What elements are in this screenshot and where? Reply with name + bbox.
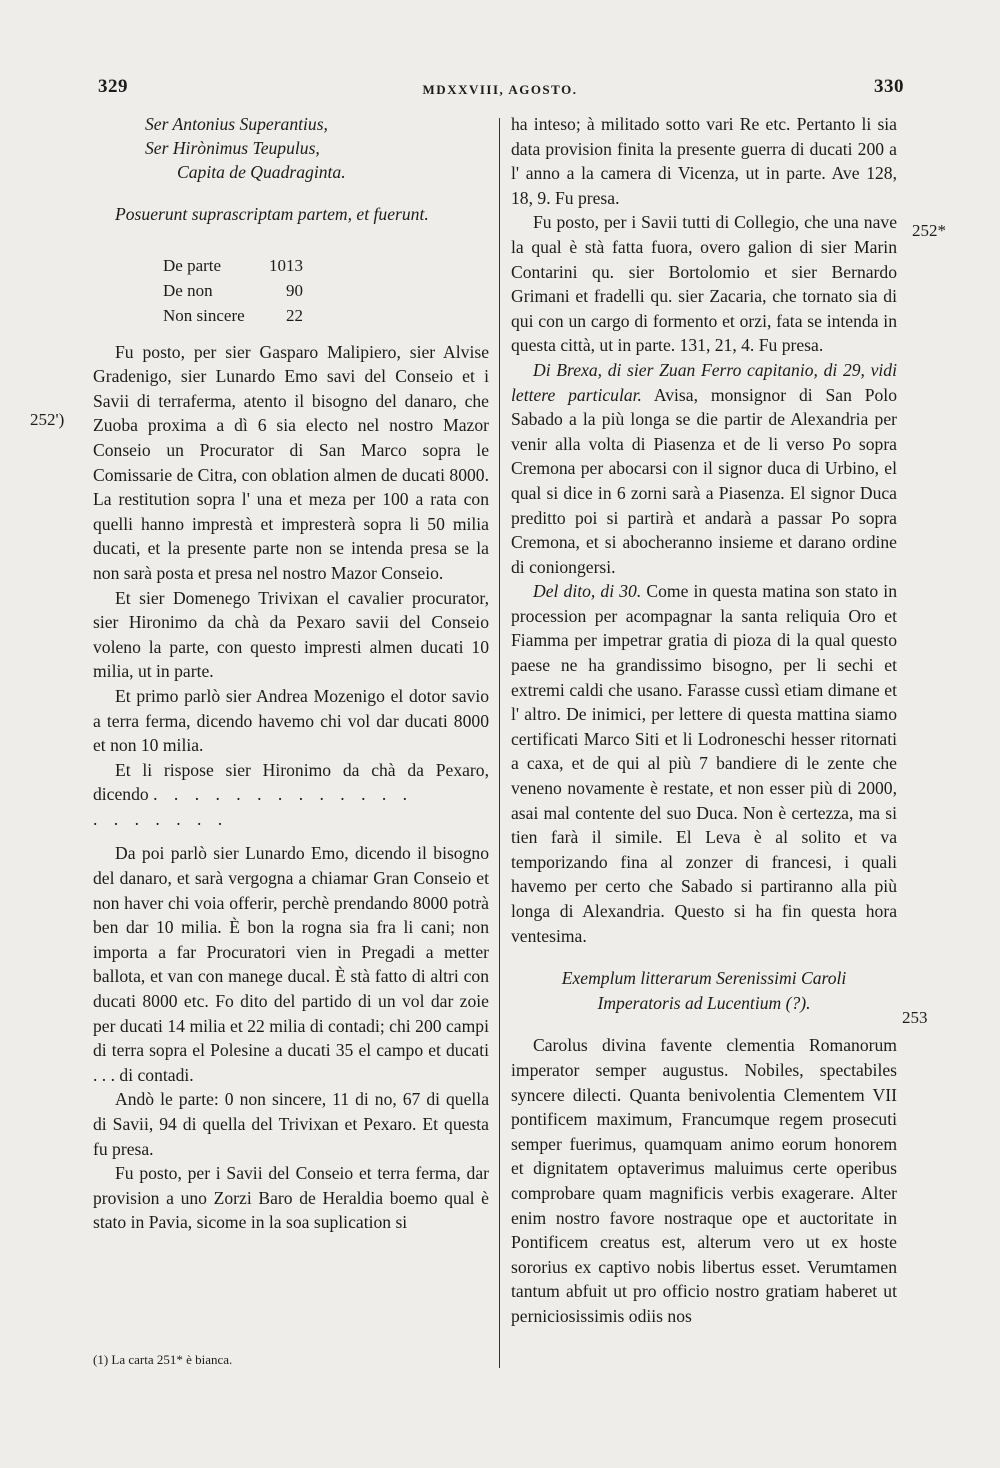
vote-table (163, 253, 489, 328)
margin-note-253: 253 (902, 1008, 928, 1027)
vote-row: De non 90 (163, 280, 303, 300)
signatory: Ser Antonius Superantius, (145, 114, 328, 134)
paragraph: Carolus divina favente clementia Romanorum imperator semper augustus. Nobiles, spectabiles syncere dilecti. Quanta benivolentia Clementem VII pontificem maximum, Francumque regem prosecuti semper fuerimus, quamquam animo eorum honorem et dignitatem optaverimus maluimus certe operibus comprobare quam magnificis verbis exagerare. Alter enim nostro favore nostraque ope et auctoritate in Pontificem creatus est, alterum vero ut ex hoste sororius ex captivo nobis libertus esset. Verumtamen tantum abfuit ut pro officio nostro gratiam haberet ut perniciosissimis odiis nos (511, 1035, 897, 1326)
margin-note-252-right: 252* (912, 221, 946, 240)
signatory: Ser Hirònimus Teupulus, (145, 138, 320, 158)
signatories (93, 112, 489, 184)
posuerunt-line: Posuerunt suprascriptam partem, et fuerunt. (115, 204, 429, 224)
footnote: (1) La carta 251* è bianca. (93, 1352, 233, 1367)
right-column (511, 112, 897, 1329)
paragraph: Fu posto, per i Savii del Conseio et terra ferma, dar provision a uno Zorzi Baro de Heraldia boemo qual è stato in Pavia, sicome in la soa suplication si (93, 1163, 489, 1233)
paragraph: Fu posto, per i Savii tutti di Collegio, che una nave la qual è stà fatta fuora, overo galion di sier Marin Contarini qu. sier Bortolomio et sier Bernardo Grimani et fradelli qu. sier Zacaria, che tornato sia di qui con un cargo di formento et orzi, fata se intenda in questa città, ut in parte. 131, 21, 4. Fu presa. (511, 212, 897, 356)
paragraph: Fu posto, per sier Gasparo Malipiero, sier Alvise Gradenigo, sier Lunardo Emo savi del Conseio et i Savii di terraferma, atento il bisogno del danaro, che Zuoba proxima a dì 6 sia electo nel nostro Mazor Conseio un Procurator di San Marco sopra le Comissarie de Citra, con oblation almen de ducati 8000. La restitution sopra l' una et meza per 100 a rata con quelli hanno imprestà et impresterà sopra li 50 milia ducati, et la presente parte non se intenda presa se la non sarà posta et presa nel nostro Mazor Conseio. (93, 341, 489, 583)
omission-dots: . . . . . . . (93, 808, 229, 829)
left-page-number: 329 (98, 76, 128, 97)
omission-dots: . . . . . . . . . . . . . (153, 784, 414, 805)
paragraph: Di Brexa, di sier Zuan Ferro capitanio, di 29, vidi lettere particular. Avisa, monsignor di San Polo Sabado a la più longa se die partir de Alexandria per venir alla volta di Piasenza et de li verso Po sopra Cremona per abocarsi con il signor duca di Urbino, el qual si dice in 6 zorni sarà a Piasenza. El signor Duca preditto poi si partirà et andarà a passar Po sopra Cremona, et si abocheranno insieme et darano ordine di coniongersi. (511, 359, 897, 577)
exemplum-heading: Exemplum litterarum Serenissimi Caroli Imperatoris ad Lucentium (?). (561, 968, 847, 1013)
left-column (93, 112, 489, 1235)
paragraph: Et sier Domenego Trivixan el cavalier procurator, sier Hironimo da chà da Pexaro savii del Conseio voleno la parte, con questo impresti almen ducati 10 milia, ut in parte. (93, 587, 489, 682)
running-title: MDXXVIII, AGOSTO. (422, 82, 578, 97)
right-page-number: 330 (874, 76, 904, 97)
signatory: Capita de Quadraginta. (177, 162, 346, 182)
paragraph: ha inteso; à militado sotto vari Re etc. Pertanto li sia data provision finita la presente guerra di ducati 200 a l' anno a la camera di Vicenza, ut in parte. Ave 128, 18, 9. Fu presa. (511, 114, 897, 208)
column-divider (499, 118, 500, 1368)
vote-row: Non sincere 22 (163, 305, 303, 325)
paragraph: Andò le parte: 0 non sincere, 11 di no, 67 di quella di Savii, 94 di quella del Trivixan et Pexaro. Et questa fu presa. (93, 1089, 489, 1159)
vote-row: De parte 1013 (163, 255, 303, 275)
paragraph: Et li rispose sier Hironimo da chà da Pexaro, dicendo . . . . . . . . . . . . . (93, 759, 489, 805)
margin-note-252-left: 252') (30, 410, 65, 429)
paragraph: Et primo parlò sier Andrea Mozenigo el dotor savio a terra ferma, dicendo havemo chi vol dar ducati 8000 et non 10 milia. (93, 685, 489, 756)
paragraph: Da poi parlò sier Lunardo Emo, dicendo il bisogno del danaro, et sarà vergogna a chiamar Gran Conseio et non haver chi voia offerir, perchè prendando 8000 potrà ben dar 10 milia. È bon la rogna sia fra li cani; non importa a far Procuratori vien in Pregadi a metter ballota, et van con manege ducal. È stà fatto di altri con ducati 8000 etc. Fo dito del partido di un vol dar zoie per ducati 14 milia et 22 milia di contadi; chi 200 campi di terra sopra el Polesine a ducati 35 el campo et ducati . . . di contadi. (93, 843, 489, 1085)
paragraph: Del dito, di 30. Come in questa matina son stato in procession per acompagnar la santa reliquia Oro et Fiamma per impetrar gratia di pioza di la qual questo paese ne ha grandissimo bisogno, per li sechi et extremi caldi che usano. Farasse cussì etiam dimane et l' altro. De inimici, per lettere di questa mattina siamo certificati Marco Siti et li Lodroneschi hesser ritornati a caxa, et de qui al più 7 bandiere di le zente che veneno novamente è restate, et non esser più di 2000, asai mal contente del suo Duca. Non è certezza, ma si tien farà il simile. El Leva è al solito et va temporizando fina al zonzer di francesi, i quali havemo per certo che Sabado si partiranno alla più longa di Alexandria. Questo si ha fin questa hora ventesima. (511, 581, 897, 946)
